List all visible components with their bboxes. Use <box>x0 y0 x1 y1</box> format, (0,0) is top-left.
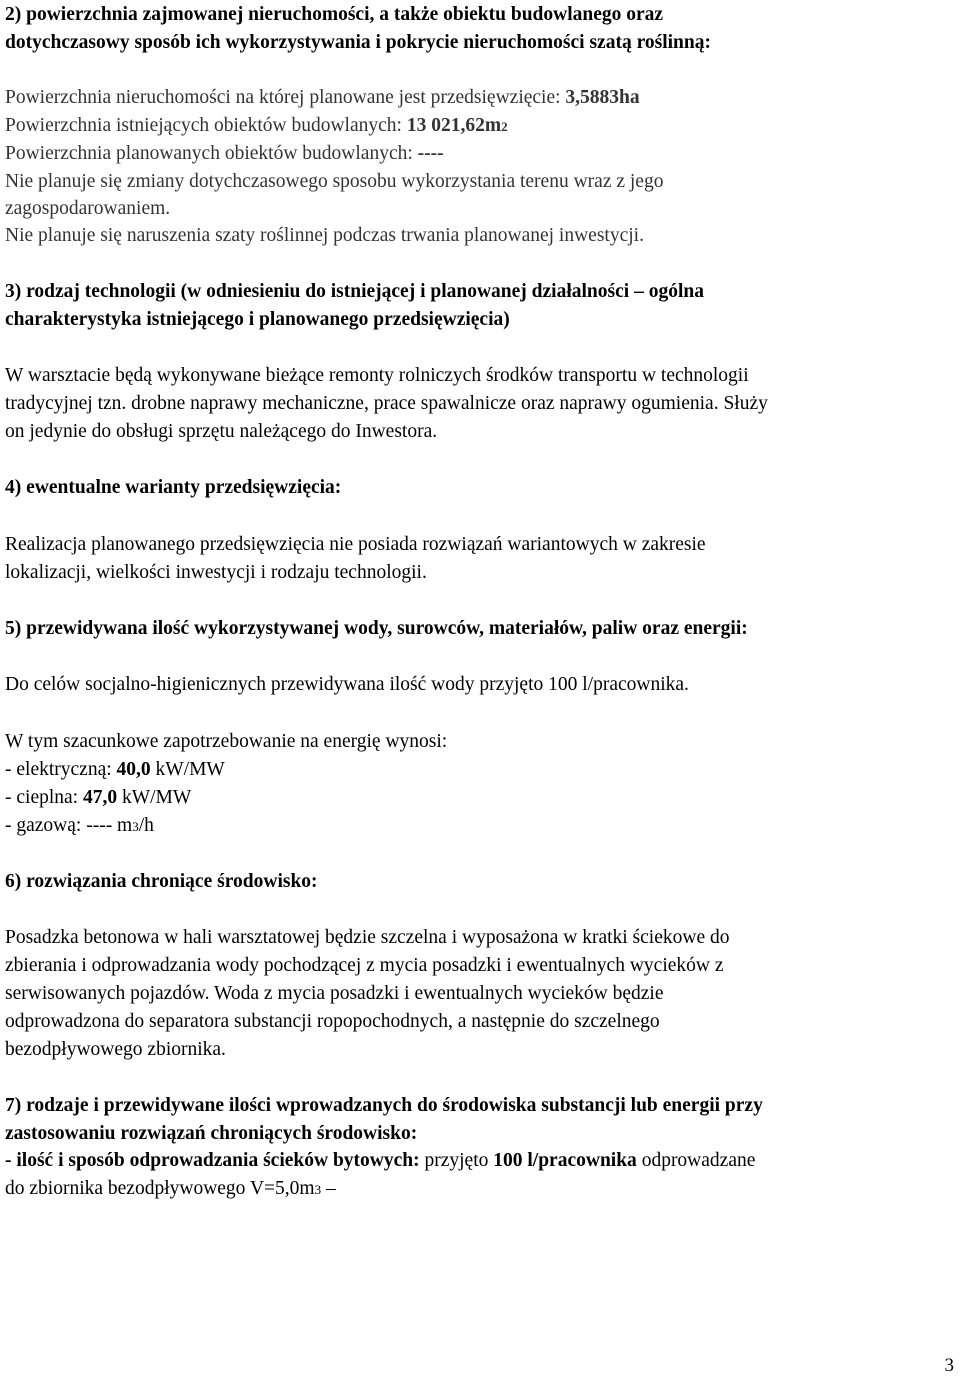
sewage-line-2 <box>5 1176 336 1203</box>
gas-label: - gazową: ---- m <box>5 815 133 836</box>
planned-area-value: ---- <box>417 143 444 164</box>
heat-energy-line <box>5 785 191 811</box>
no-vegetation-line: Nie planuje się naruszenia szaty roślinnej podczas trwania planowanej inwestycji. <box>5 225 644 246</box>
sewage-mid: przyjęto <box>419 1150 494 1171</box>
sewage-dash: – <box>321 1178 336 1199</box>
planned-area-line <box>5 141 444 167</box>
section-4-body-line-2: lokalizacji, wielkości inwestycji i rodzaju technologii. <box>5 562 427 583</box>
section-2-heading-line-1: 2) powierzchnia zajmowanej nieruchomości, a także obiektu budowlanego oraz <box>5 4 664 25</box>
sewage-tail: odprowadzane <box>636 1150 756 1171</box>
section-2-heading-line-2: dotychczasowy sposób ich wykorzystywania i pokrycie nieruchomości szatą roślinną: <box>5 32 711 53</box>
area-value: 3,5883ha <box>565 87 640 108</box>
existing-area-label: Powierzchnia istniejących obiektów budowlanych: <box>5 115 407 136</box>
sewage-value: 100 l/pracownika <box>493 1150 637 1171</box>
section-6-body-line-4: odprowadzona do separatora substancji ropopochodnych, a następnie do szczelnego <box>5 1011 660 1032</box>
section-5-heading: 5) przewidywana ilość wykorzystywanej wody, surowców, materiałów, paliw oraz energii: <box>5 618 748 639</box>
sewage-unit-sup: 3 <box>314 1182 322 1197</box>
gas-energy-line <box>5 813 154 840</box>
water-usage-line: Do celów socjalno-higienicznych przewidywana ilość wody przyjęto 100 l/pracownika. <box>5 674 689 695</box>
section-3-heading-line-1: 3) rodzaj technologii (w odniesieniu do istniejącej i planowanej działalności – ogólna <box>5 281 704 302</box>
section-6-body-line-5: bezodpływowego zbiornika. <box>5 1039 226 1060</box>
electric-energy-line <box>5 757 225 783</box>
section-4-body-line-1: Realizacja planowanego przedsięwzięcia nie posiada rozwiązań wariantowych w zakresie <box>5 534 706 555</box>
section-3-body-line-1: W warsztacie będą wykonywane bieżące remonty rolniczych środków transportu w technologii <box>5 365 749 386</box>
heat-unit: kW/MW <box>117 787 192 808</box>
electric-label: - elektryczną: <box>5 759 117 780</box>
sewage-line-1 <box>5 1148 755 1174</box>
heat-label: - cieplna: <box>5 787 83 808</box>
existing-area-value: 13 021,62m <box>406 115 502 136</box>
electric-value: 40,0 <box>116 759 151 780</box>
existing-area-line <box>5 113 508 140</box>
section-6-body-line-2: zbierania i odprowadzania wody pochodzącej z mycia posadzki i ewentualnych wycieków z <box>5 955 724 976</box>
energy-intro-line: W tym szacunkowe zapotrzebowanie na energię wynosi: <box>5 731 448 752</box>
area-line <box>5 85 640 111</box>
electric-unit: kW/MW <box>150 759 225 780</box>
section-6-heading: 6) rozwiązania chroniące środowisko: <box>5 871 318 892</box>
no-change-line-2: zagospodarowaniem. <box>5 198 171 219</box>
section-6-body-line-3: serwisowanych pojazdów. Woda z mycia posadzki i ewentualnych wycieków będzie <box>5 983 664 1004</box>
section-3-heading-line-2: charakterystyka istniejącego i planowanego przedsięwzięcia) <box>5 309 510 330</box>
section-7-heading-line-1: 7) rodzaje i przewidywane ilości wprowadzanych do środowiska substancji lub energii przy <box>5 1095 763 1116</box>
section-3-body-line-2: tradycyjnej tzn. drobne naprawy mechaniczne, prace spawalnicze oraz naprawy ogumienia. Służy <box>5 393 768 414</box>
section-7-heading-line-2: zastosowaniu rozwiązań chroniących środowisko: <box>5 1123 418 1144</box>
page-number: 3 <box>944 1355 954 1376</box>
sewage-line-2-text: do zbiornika bezodpływowego V=5,0m <box>5 1178 315 1199</box>
gas-unit: /h <box>138 815 154 836</box>
section-6-body-line-1: Posadzka betonowa w hali warsztatowej będzie szczelna i wyposażona w kratki ściekowe do <box>5 927 730 948</box>
sewage-label: - ilość i sposób odprowadzania ścieków bytowych: <box>5 1150 420 1171</box>
heat-value: 47,0 <box>82 787 118 808</box>
section-4-heading: 4) ewentualne warianty przedsięwzięcia: <box>5 477 342 498</box>
planned-area-label: Powierzchnia planowanych obiektów budowlanych: <box>5 143 418 164</box>
area-label: Powierzchnia nieruchomości na której planowane jest przedsięwzięcie: <box>5 87 566 108</box>
existing-area-unit-sup: 2 <box>501 119 508 134</box>
no-change-line-1: Nie planuje się zmiany dotychczasowego sposobu wykorzystania terenu wraz z jego <box>5 171 664 192</box>
gas-unit-sup: 3 <box>132 819 139 834</box>
section-3-body-line-3: on jedynie do obsługi sprzętu należącego do Inwestora. <box>5 421 438 442</box>
